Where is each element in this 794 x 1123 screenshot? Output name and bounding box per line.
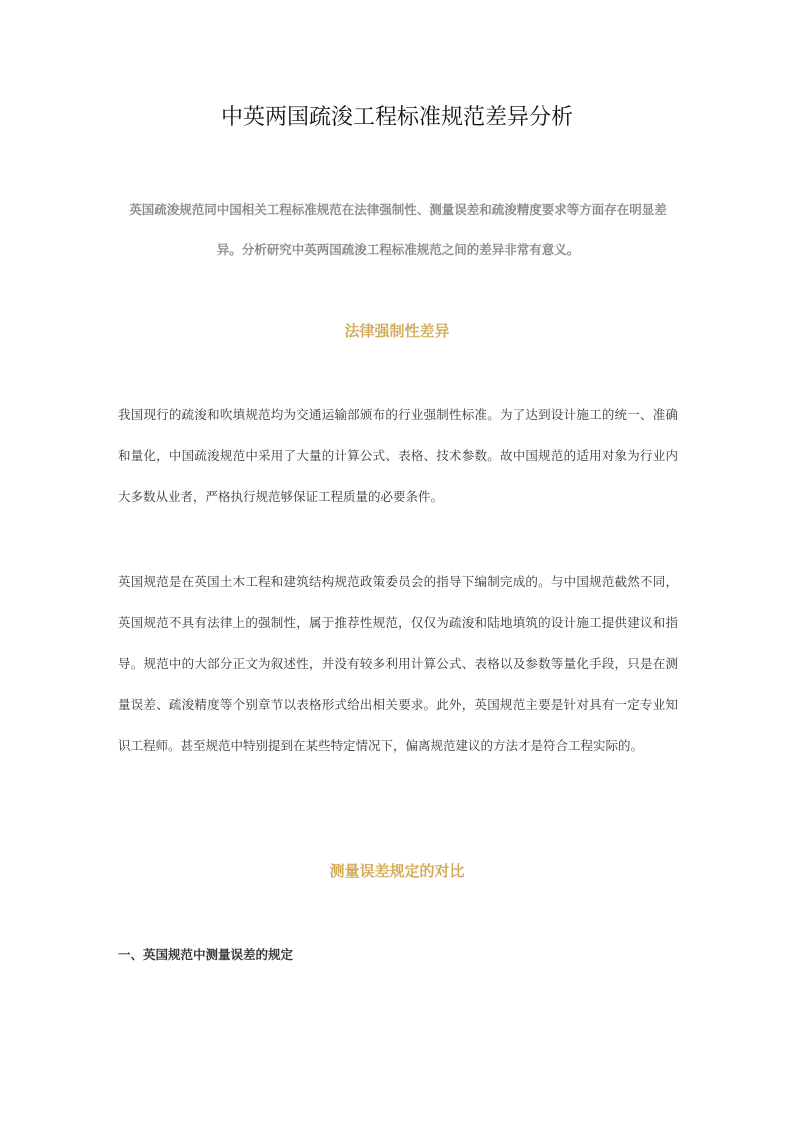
section-heading-measurement-error: 测量误差规定的对比 [329, 862, 465, 880]
subsection-heading: 一、英国规范中测量误差的规定 [118, 947, 294, 962]
document-title: 中英两国疏浚工程标准规范差异分析 [220, 105, 573, 130]
body-paragraph: 英国规范是在英国土木工程和建筑结构规范政策委员会的指导下编制完成的。与中国规范截然不同，英国规范不具有法律上的强制性，属于推荐性规范，仅仅为疏浚和陆地填筑的设计施工提供建议和指导。规范中的大部分正文为叙述性，并没有较多利用计算公式、表格以及参数等量化手段，只是在测量误差、疏浚精度等个别章节以表格形式给出相关要求。此外，英国规范主要是针对具有一定专业知识工程师。甚至规范中特别提到在某些特定情况下，偏离规范建议的方法才是符合工程实际的。 [118, 574, 678, 753]
body-paragraph: 我国现行的疏浚和吹填规范均为交通运输部颁布的行业强制性标准。为了达到设计施工的统一、准确和量化，中国疏浚规范中采用了大量的计算公式、表格、技术参数。故中国规范的适用对象为行业内大多数从业者，严格执行规范够保证工程质量的必要条件。 [118, 407, 678, 504]
abstract-paragraph: 英国疏浚规范同中国相关工程标准规范在法律强制性、测量误差和疏浚精度要求等方面存在明显差异。分析研究中英两国疏浚工程标准规范之间的差异非常有意义。 [129, 202, 667, 257]
section-heading-legal-mandatory: 法律强制性差异 [344, 322, 450, 340]
